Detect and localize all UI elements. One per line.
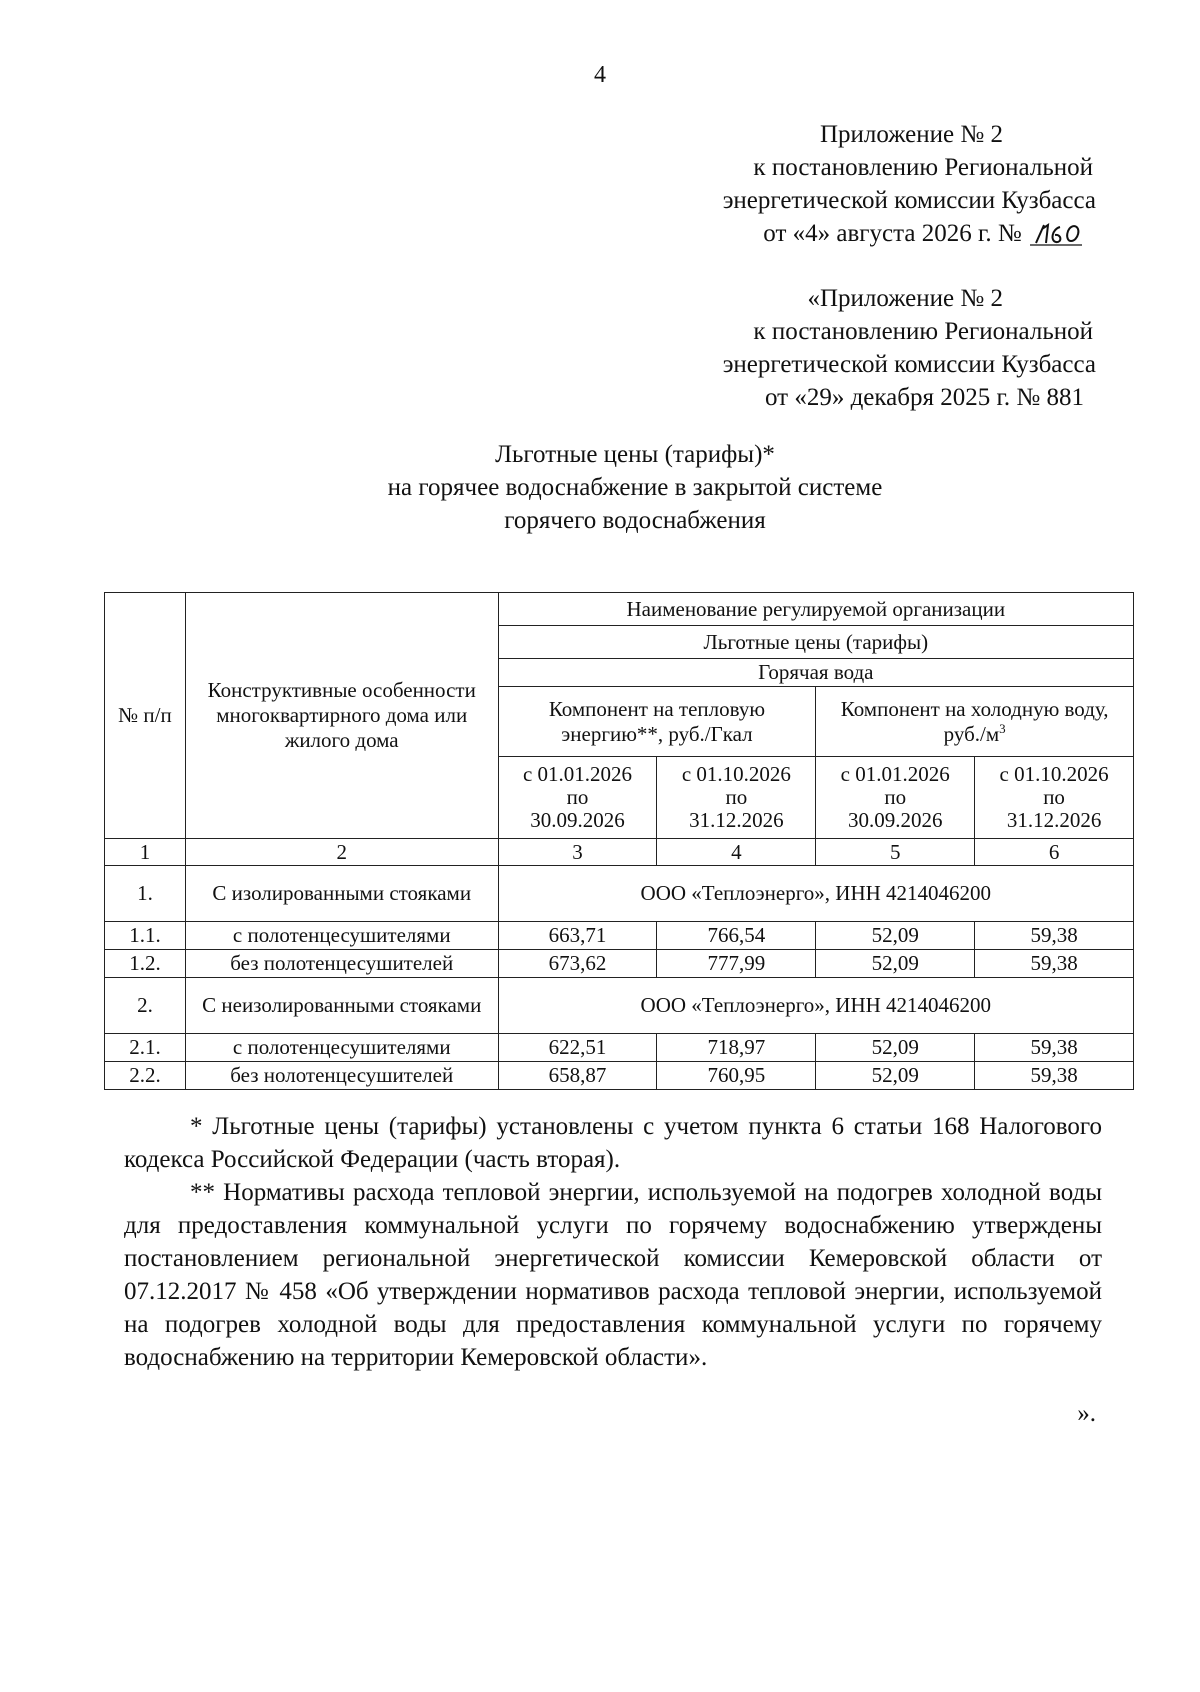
value-cell: 663,71	[498, 922, 657, 950]
header-features: Конструктивные особенности многоквартирного дома или жилого дома	[185, 593, 498, 839]
column-number: 3	[498, 839, 657, 866]
group-name: С неизолированными стояками	[185, 978, 498, 1034]
header-organization: Наименование регулируемой организации	[498, 593, 1133, 626]
period-cell: с 01.10.2026 по 31.12.2026	[975, 757, 1134, 839]
document-title	[0, 438, 1200, 537]
value-cell: 52,09	[816, 950, 975, 978]
title-line: Льготные цены (тарифы)*	[495, 441, 775, 468]
title-line: на горячее водоснабжение в закрытой системе	[387, 474, 883, 501]
value-cell: 59,38	[975, 950, 1134, 978]
value-cell: 777,99	[657, 950, 816, 978]
appendix-date-text: от «4» августа 2026 г. №	[763, 220, 1022, 247]
header-prices: Льготные цены (тарифы)	[498, 626, 1133, 659]
appendix-date-line	[576, 217, 1096, 250]
value-cell: 59,38	[975, 1062, 1134, 1090]
value-cell: 760,95	[657, 1062, 816, 1090]
group-organization: ООО «Теплоэнерго», ИНН 4214046200	[498, 866, 1133, 922]
row-name: без нолотенцесушителей	[185, 1062, 498, 1090]
value-cell: 59,38	[975, 922, 1134, 950]
cold-component-sup: 3	[999, 720, 1006, 736]
row-name: с полотенцесушителями	[185, 1034, 498, 1062]
value-cell: 52,09	[816, 1034, 975, 1062]
appendix-line: энергетической комиссии Кузбасса	[722, 351, 1096, 378]
period-cell: с 01.10.2026 по 31.12.2026	[657, 757, 816, 839]
footnotes	[124, 1110, 1102, 1374]
footnote-2: ** Нормативы расхода тепловой энергии, используемой на подогрев холодной воды для предоставления коммунальной услуги по горячему водоснабжению утверждены постановлением региональной энергетической комиссии Кемеровской области от 07.12.2017 № 458 «Об утверждении нормативов расхода тепловой энергии, используемой на подогрев холодной воды для предоставления коммунальной услуги по горячему водоснабжению на территории Кемеровской области».	[124, 1179, 1102, 1371]
table-group-row	[105, 866, 1134, 922]
column-number-row	[105, 839, 1134, 866]
table-group-row	[105, 978, 1134, 1034]
value-cell: 59,38	[975, 1034, 1134, 1062]
page-number: 4	[594, 62, 606, 88]
appendix-header-new	[576, 118, 1096, 250]
column-number: 4	[657, 839, 816, 866]
appendix-date-line: от «29» декабря 2025 г. № 881	[764, 384, 1084, 411]
value-cell: 673,62	[498, 950, 657, 978]
group-number: 2.	[105, 978, 186, 1034]
row-name: с полотенцесушителями	[185, 922, 498, 950]
tariff-table	[104, 592, 1134, 1090]
column-number: 5	[816, 839, 975, 866]
group-number: 1.	[105, 866, 186, 922]
column-number: 1	[105, 839, 186, 866]
table-row	[105, 950, 1134, 978]
appendix-line: к постановлению Региональной	[753, 154, 1093, 181]
column-number: 2	[185, 839, 498, 866]
header-cold-component	[816, 687, 1134, 757]
closing-quote: ».	[1077, 1400, 1096, 1427]
footnote-1: * Льготные цены (тарифы) установлены с учетом пункта 6 статьи 168 Налогового кодекса Российской Федерации (часть вторая).	[124, 1113, 1102, 1173]
appendix-title: «Приложение № 2	[807, 285, 1003, 312]
title-line: горячего водоснабжения	[504, 507, 766, 534]
group-name: С изолированными стояками	[185, 866, 498, 922]
value-cell: 52,09	[816, 1062, 975, 1090]
period-cell: с 01.01.2026 по 30.09.2026	[816, 757, 975, 839]
appendix-title: Приложение № 2	[819, 121, 1003, 148]
value-cell: 658,87	[498, 1062, 657, 1090]
table-row	[105, 1034, 1134, 1062]
value-cell: 622,51	[498, 1034, 657, 1062]
row-number: 1.1.	[105, 922, 186, 950]
table-row	[105, 922, 1134, 950]
period-cell: с 01.01.2026 по 30.09.2026	[498, 757, 657, 839]
value-cell: 52,09	[816, 922, 975, 950]
appendix-header-old	[576, 282, 1096, 414]
header-heat-component: Компонент на тепловую энергию**, руб./Гкал	[498, 687, 816, 757]
column-number: 6	[975, 839, 1134, 866]
value-cell: 766,54	[657, 922, 816, 950]
row-number: 1.2.	[105, 950, 186, 978]
group-organization: ООО «Теплоэнерго», ИНН 4214046200	[498, 978, 1133, 1034]
table-header-row	[105, 593, 1134, 626]
row-number: 2.2.	[105, 1062, 186, 1090]
header-number: № п/п	[105, 593, 186, 839]
table-row	[105, 1062, 1134, 1090]
value-cell: 718,97	[657, 1034, 816, 1062]
row-name: без полотенцесушителей	[185, 950, 498, 978]
handwritten-order-number	[1028, 221, 1084, 249]
row-number: 2.1.	[105, 1034, 186, 1062]
appendix-line: к постановлению Региональной	[753, 318, 1093, 345]
header-hot-water: Горячая вода	[498, 659, 1133, 687]
appendix-line: энергетической комиссии Кузбасса	[722, 187, 1096, 214]
cold-component-text: Компонент на холодную воду, руб./м	[840, 696, 1109, 746]
